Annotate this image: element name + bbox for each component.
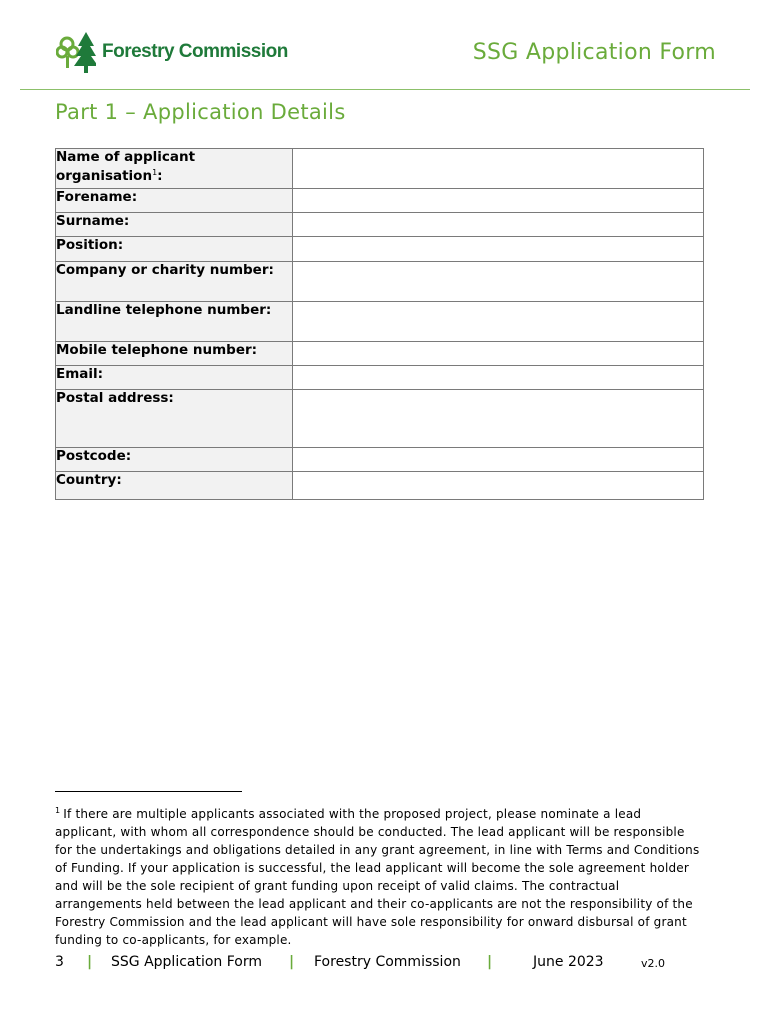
table-row bbox=[56, 262, 704, 302]
tree-logo-icon bbox=[56, 30, 96, 74]
field-label-forename: Forename: bbox=[56, 189, 293, 213]
page-footer bbox=[55, 954, 705, 974]
forename-field[interactable] bbox=[293, 189, 704, 213]
footnote-divider bbox=[55, 791, 242, 792]
logo-wordmark: Forestry Commission bbox=[102, 41, 288, 62]
field-label-surname: Surname: bbox=[56, 213, 293, 237]
header-divider bbox=[20, 89, 750, 90]
postal-address-field[interactable] bbox=[293, 390, 704, 448]
field-label-country: Country: bbox=[56, 472, 293, 500]
mobile-field[interactable] bbox=[293, 342, 704, 366]
table-row bbox=[56, 366, 704, 390]
forestry-commission-logo bbox=[56, 30, 288, 74]
footnote-text: If there are multiple applicants associated with the proposed project, please nominate a lead applicant, with whom all correspondence should be conducted. The lead applicant will be responsible for the undertakings and obligations detailed in any grant agreement, in line with Terms and Conditions of Funding. If your application is successful, the lead applicant will become the sole agreement holder and will be the sole recipient of grant funding upon receipt of valid claims. The contractual arrangements held between the lead applicant and their co-applicants are not the responsibility of the Forestry Commission and the lead applicant will have sole responsibility for onward disbursal of grant funding to co-applicants, for example. bbox=[55, 807, 700, 947]
table-row bbox=[56, 189, 704, 213]
field-label-company-number: Company or charity number: bbox=[56, 262, 293, 302]
field-label-landline: Landline telephone number: bbox=[56, 302, 293, 342]
footnote bbox=[55, 802, 705, 949]
country-field[interactable] bbox=[293, 472, 704, 500]
field-label-mobile: Mobile telephone number: bbox=[56, 342, 293, 366]
footer-separator: | bbox=[487, 954, 493, 970]
label-text: Name of applicant organisation bbox=[56, 149, 196, 184]
table-row bbox=[56, 149, 704, 189]
footer-separator: | bbox=[87, 954, 93, 970]
email-field[interactable] bbox=[293, 366, 704, 390]
table-row bbox=[56, 342, 704, 366]
application-details-table bbox=[55, 148, 704, 500]
footer-separator: | bbox=[289, 954, 295, 970]
footer-version: v2.0 bbox=[641, 957, 666, 970]
field-label-position: Position: bbox=[56, 237, 293, 262]
field-label-email: Email: bbox=[56, 366, 293, 390]
landline-field[interactable] bbox=[293, 302, 704, 342]
page-header bbox=[0, 0, 770, 90]
table-row bbox=[56, 448, 704, 472]
table-row bbox=[56, 390, 704, 448]
page-number: 3 bbox=[55, 954, 64, 970]
section-heading: Part 1 – Application Details bbox=[55, 100, 346, 124]
position-field[interactable] bbox=[293, 237, 704, 262]
footer-form-name: SSG Application Form bbox=[111, 954, 263, 970]
table-row bbox=[56, 237, 704, 262]
form-title: SSG Application Form bbox=[472, 40, 716, 65]
footnote-marker: 1 bbox=[55, 806, 61, 815]
table-row bbox=[56, 472, 704, 500]
footer-organisation: Forestry Commission bbox=[314, 954, 461, 970]
organisation-name-field[interactable] bbox=[293, 149, 704, 189]
surname-field[interactable] bbox=[293, 213, 704, 237]
field-label-postal-address: Postal address: bbox=[56, 390, 293, 448]
company-number-field[interactable] bbox=[293, 262, 704, 302]
field-label-postcode: Postcode: bbox=[56, 448, 293, 472]
footnote-reference: 1 bbox=[152, 168, 158, 177]
footer-date: June 2023 bbox=[533, 954, 604, 970]
field-label-organisation-name bbox=[56, 149, 293, 189]
postcode-field[interactable] bbox=[293, 448, 704, 472]
label-suffix: : bbox=[157, 168, 163, 184]
table-row bbox=[56, 213, 704, 237]
table-row bbox=[56, 302, 704, 342]
